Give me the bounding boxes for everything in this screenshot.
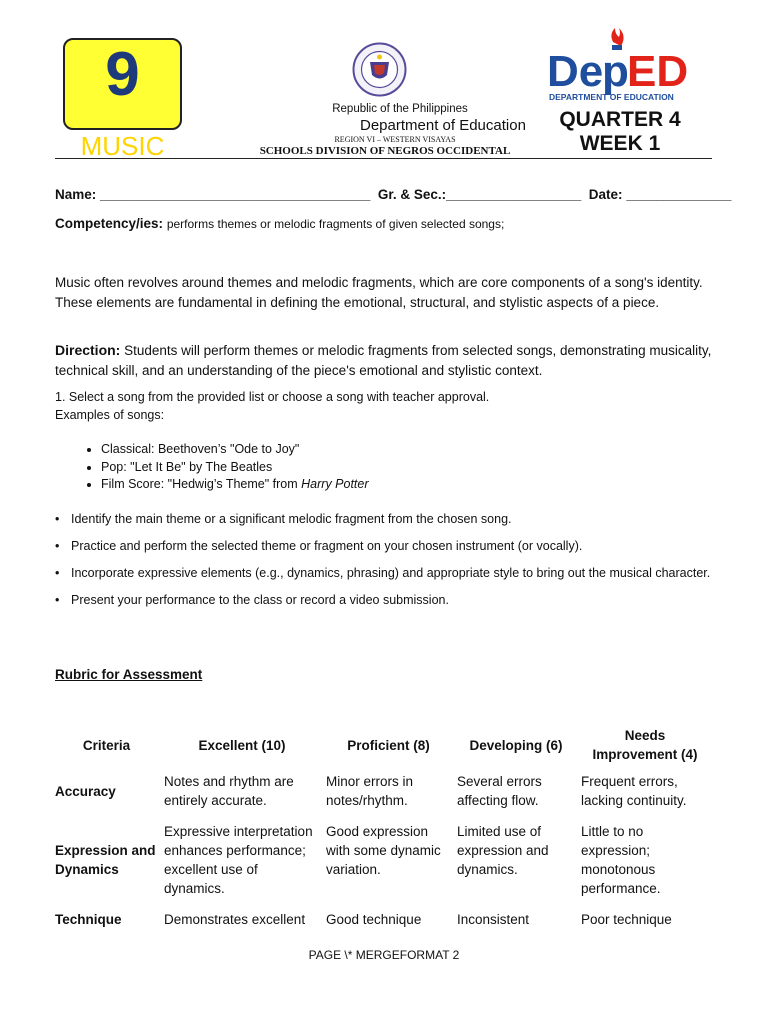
region-text: REGION VI – WESTERN VISAYAS: [334, 135, 456, 144]
list-item: • Present your performance to the class or record a video submission.: [55, 593, 449, 607]
table-cell: Several errors affecting flow.: [457, 774, 542, 808]
criteria-cell: Accuracy: [55, 783, 116, 799]
criteria-cell: Expression and Dynamics: [55, 843, 156, 877]
table-header-row: [52, 722, 712, 768]
table-cell: Minor errors in notes/rhythm.: [326, 774, 414, 808]
rubric-table: [52, 722, 712, 937]
subject-label: MUSIC: [80, 131, 165, 161]
step-1: 1. Select a song from the provided list or choose a song with teacher approval.: [55, 390, 490, 404]
column-header: Criteria: [82, 737, 131, 753]
table-row: [52, 818, 712, 906]
svg-text:DEPARTMENT OF EDUCATION: DEPARTMENT OF EDUCATION: [549, 92, 674, 102]
column-header: Needs Improvement (4): [592, 728, 698, 762]
column-header: Excellent (10): [198, 737, 286, 753]
deped-logo: [545, 28, 695, 104]
list-item: • Incorporate expressive elements (e.g., dynamics, phrasing) and appropriate style to bring out the musical character.: [55, 566, 711, 580]
grade-section-label: Gr. & Sec.:: [377, 187, 447, 202]
quarter-week: [555, 108, 685, 156]
competency: [55, 216, 504, 231]
table-cell: Limited use of expression and dynamics.: [457, 824, 549, 877]
table-cell: Good technique: [326, 912, 422, 927]
song-list: [75, 441, 369, 494]
intro-paragraph: Music often revolves around themes and melodic fragments, which are core components of a song's identity. These elements are fundamental in defining the emotional, structural, and stylistic aspects of a piece.: [55, 275, 703, 310]
task-list: [55, 510, 720, 618]
table-row: [52, 906, 712, 937]
student-info-fields: [55, 187, 731, 202]
list-item: • Identify the main theme or a significant melodic fragment from the chosen song.: [55, 512, 512, 526]
division-text: SCHOOLS DIVISION OF NEGROS OCCIDENTAL: [259, 145, 511, 157]
table-cell: Inconsistent: [457, 912, 530, 927]
list-item: • Pop: "Let It Be" by The Beatles: [101, 459, 369, 477]
examples-label: Examples of songs:: [55, 407, 165, 422]
svg-text:p: p: [602, 47, 629, 96]
steps: [55, 389, 715, 424]
week-label: WEEK 1: [579, 132, 661, 156]
svg-text:ED: ED: [627, 47, 689, 96]
quarter-label: QUARTER 4: [559, 108, 681, 131]
date-label: Date:: [588, 187, 623, 202]
table-cell: Notes and rhythm are entirely accurate.: [164, 774, 294, 808]
competency-text: performs themes or melodic fragments of given selected songs;: [166, 217, 505, 231]
svg-text:De: De: [547, 47, 604, 96]
republic-text: Republic of the Philippines: [332, 103, 468, 115]
list-item: • Film Score: "Hedwig’s Theme" from Harry Potter: [101, 476, 369, 494]
direction-text: Students will perform themes or melodic fragments from selected songs, demonstrating musicality, technical skill, and an understanding of the piece's emotional and stylistic context.: [55, 343, 712, 378]
name-field[interactable]: ____________________________________: [100, 187, 371, 202]
table-cell: Poor technique: [581, 912, 672, 927]
list-item: • Classical: Beethoven’s "Ode to Joy": [101, 441, 369, 459]
direction-paragraph: [55, 341, 715, 380]
grade-number: 9: [105, 40, 140, 109]
criteria-cell: Technique: [55, 912, 122, 927]
table-row: [52, 768, 712, 818]
table-cell: Frequent errors, lacking continuity.: [581, 774, 687, 808]
name-label: Name:: [55, 187, 97, 202]
column-header: Proficient (8): [347, 737, 430, 753]
direction-label: Direction:: [55, 342, 121, 358]
header-divider: [55, 158, 712, 159]
table-cell: Expressive interpretation enhances performance; excellent use of dynamics.: [164, 824, 313, 896]
date-field[interactable]: ______________: [626, 187, 732, 202]
department-text: Department of Education: [360, 117, 526, 134]
table-cell: Little to no expression; monotonous performance.: [581, 824, 661, 896]
grade-section-field[interactable]: __________________: [446, 187, 582, 202]
page-footer: PAGE \* MERGEFORMAT 2: [308, 948, 460, 962]
table-cell: Demonstrates excellent: [164, 912, 306, 927]
rubric-title: Rubric for Assessment: [55, 667, 203, 682]
column-header: Developing (6): [469, 737, 563, 753]
deped-seal-icon: [352, 42, 407, 97]
list-item: • Practice and perform the selected theme or fragment on your chosen instrument (or vocally).: [55, 539, 583, 553]
table-cell: Good expression with some dynamic variation.: [326, 824, 441, 877]
competency-label: Competency/ies:: [55, 216, 164, 231]
